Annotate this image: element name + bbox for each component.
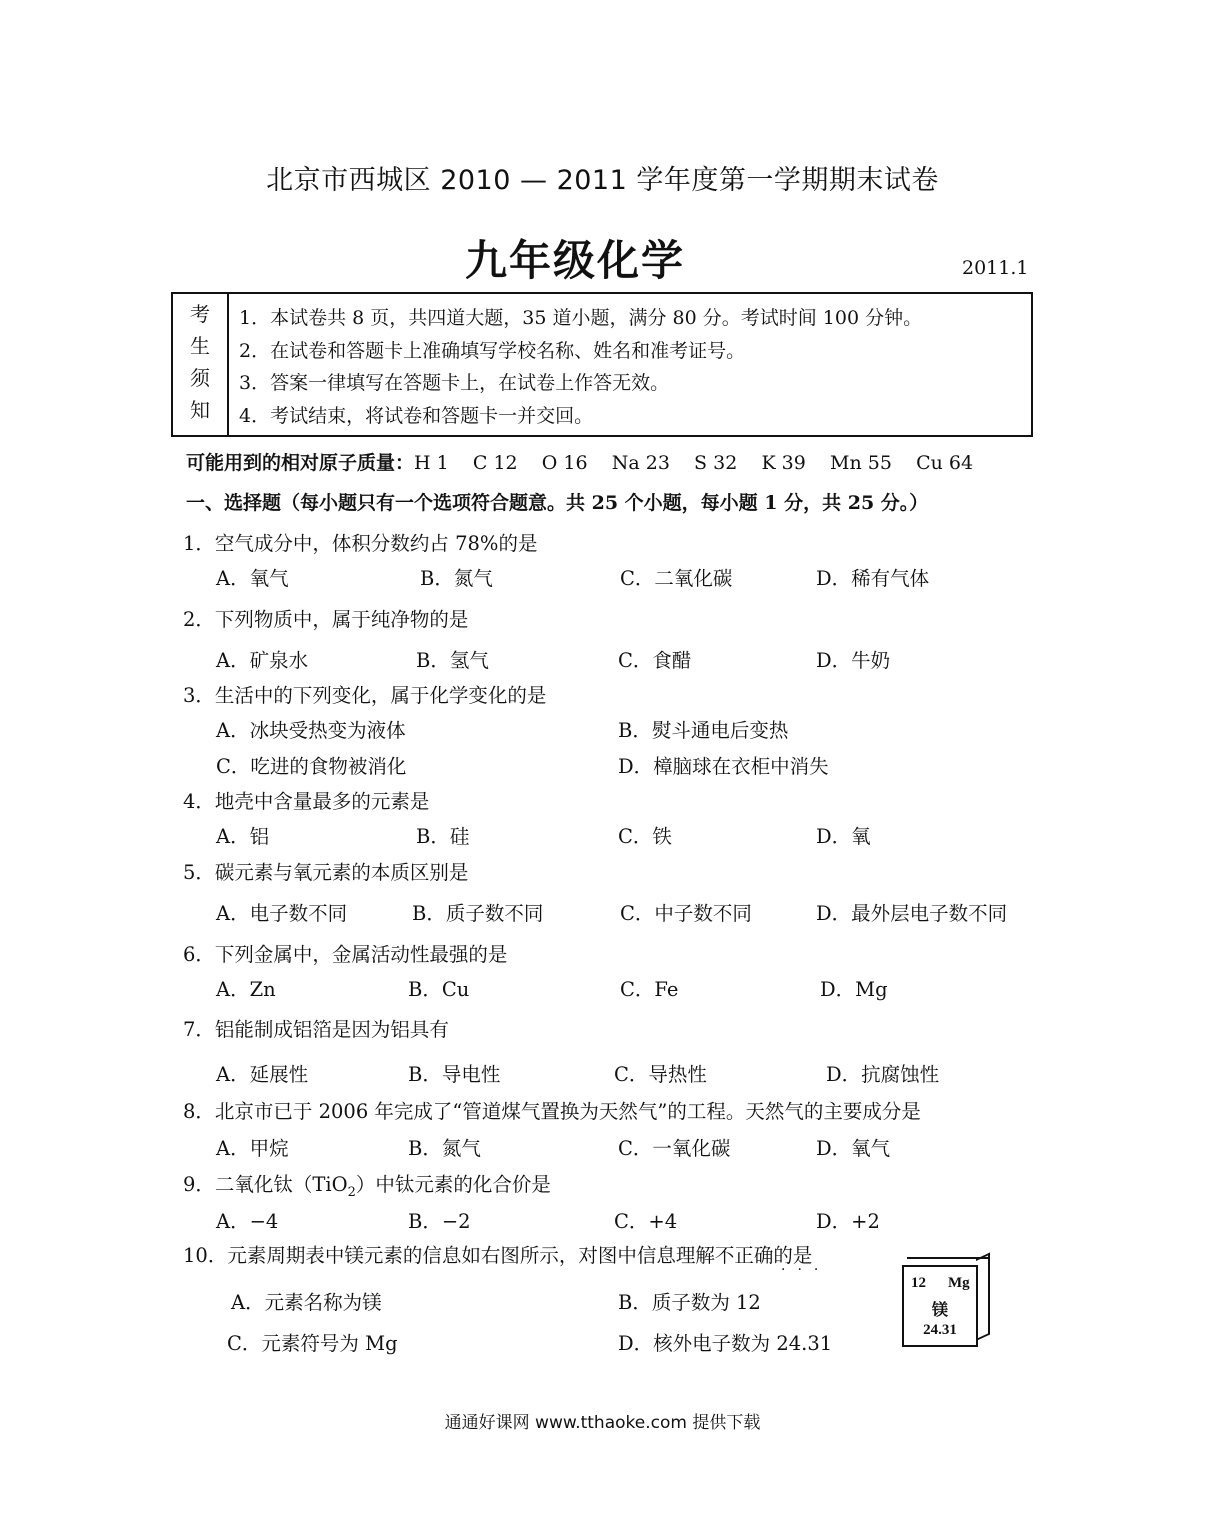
question-option: B．Cu: [408, 978, 470, 1001]
question-option: B．−2: [408, 1210, 471, 1233]
question-option: D．氧: [816, 825, 871, 848]
question-stem-part: 9．二氧化钛（TiO: [183, 1173, 348, 1196]
question-stem: [183, 1169, 551, 1200]
section-heading: 一、选择题（每小题只有一个选项符合题意。共 25 个小题，每小题 1 分，共 25 分。）: [186, 492, 929, 514]
question-option: D．最外层电子数不同: [816, 902, 1008, 925]
question-stem: 5．碳元素与氧元素的本质区别是: [183, 861, 469, 884]
notice-label-char: 须: [190, 366, 210, 390]
question-option: D．抗腐蚀性: [826, 1063, 940, 1086]
question-option: C．铁: [618, 825, 672, 848]
element-card-side-edge: [976, 1252, 990, 1341]
question-option: A．氧气: [216, 567, 289, 590]
emphasis-dots: ···: [781, 1262, 831, 1278]
question-option: D．氧气: [816, 1137, 891, 1160]
question-option: B．氢气: [416, 649, 489, 672]
page-footer: 通通好课网 www.tthaoke.com 提供下载: [444, 1413, 761, 1433]
element-atomic-number: 12: [911, 1275, 926, 1291]
exam-title: 北京市西城区 2010 — 2011 学年度第一学期期末试卷: [266, 165, 939, 196]
question-option: C．食醋: [618, 649, 692, 672]
atomic-masses-values: H 1 C 12 O 16 Na 23 S 32 K 39 Mn 55 Cu 64: [414, 452, 974, 474]
question-option: C．导热性: [614, 1063, 707, 1086]
question-option: A．电子数不同: [216, 902, 348, 925]
question-option: C．+4: [614, 1210, 678, 1233]
question-option: B．导电性: [408, 1063, 501, 1086]
question-option: B．氮气: [420, 567, 493, 590]
element-atomic-mass: 24.31: [923, 1322, 957, 1338]
notice-label: [173, 294, 229, 435]
notice-line: 1．本试卷共 8 页，共四道大题，35 道小题，满分 80 分。考试时间 100 分钟。: [239, 307, 923, 329]
question-option: C．一氧化碳: [618, 1137, 731, 1160]
question-option: A．冰块受热变为液体: [216, 719, 406, 742]
question-stem-part: ）中钛元素的化合价是: [355, 1173, 551, 1196]
exam-notice-box: [171, 292, 1033, 437]
notice-lines: [239, 302, 922, 432]
notice-label-char: 知: [190, 398, 210, 422]
exam-subject: 九年级化学: [464, 236, 685, 285]
question-option: A．延展性: [216, 1063, 309, 1086]
question-stem: 3．生活中的下列变化，属于化学变化的是: [183, 684, 547, 707]
element-name: 镁: [931, 1302, 948, 1319]
question-option: D．+2: [816, 1210, 880, 1233]
exam-date: 2011.1: [962, 257, 1029, 279]
notice-label-char: 考: [190, 302, 210, 326]
question-option: B．氮气: [408, 1137, 481, 1160]
question-option: C．元素符号为 Mg: [227, 1332, 398, 1355]
question-option: D．牛奶: [816, 649, 891, 672]
question-option: A．Zn: [216, 978, 276, 1001]
question-option: C．吃进的食物被消化: [216, 755, 407, 778]
question-option: C．二氧化碳: [620, 567, 733, 590]
notice-line: 3．答案一律填写在答题卡上，在试卷上作答无效。: [239, 372, 670, 394]
question-option: D．Mg: [820, 978, 888, 1001]
question-stem: 4．地壳中含量最多的元素是: [183, 790, 430, 813]
question-option: C．Fe: [620, 978, 679, 1001]
question-stem: 7．铝能制成铝箔是因为铝具有: [183, 1018, 449, 1041]
question-option: C．中子数不同: [620, 902, 752, 925]
question-stem: 8．北京市已于 2006 年完成了“管道煤气置换为天然气”的工程。天然气的主要成分是: [183, 1100, 921, 1123]
atomic-masses: [186, 448, 973, 475]
element-symbol: Mg: [948, 1275, 970, 1291]
question-option: A．铝: [216, 825, 270, 848]
question-option: A．矿泉水: [216, 649, 309, 672]
subscript: 2: [347, 1184, 356, 1200]
question-option: A．甲烷: [216, 1137, 289, 1160]
notice-line: 4．考试结束，将试卷和答题卡一并交回。: [239, 404, 594, 427]
question-option: D．稀有气体: [816, 567, 930, 590]
question-option: A．−4: [216, 1210, 279, 1233]
question-option: B．质子数不同: [412, 902, 544, 925]
question-option: B．质子数为 12: [618, 1291, 761, 1314]
atomic-masses-label: 可能用到的相对原子质量：: [186, 452, 415, 474]
notice-label-char: 生: [190, 334, 210, 358]
question-stem: 1．空气成分中，体积分数约占 78%的是: [183, 532, 538, 555]
element-card: [902, 1265, 978, 1347]
question-option: A．元素名称为镁: [231, 1291, 382, 1314]
question-option: B．硅: [416, 825, 470, 848]
question-option: D．核外电子数为 24.31: [618, 1332, 833, 1355]
notice-line: 2．在试卷和答题卡上准确填写学校名称、姓名和准考证号。: [239, 339, 746, 362]
question-stem: 2．下列物质中，属于纯净物的是: [183, 608, 469, 631]
question-option: D．樟脑球在衣柜中消失: [618, 755, 829, 778]
question-stem: 10．元素周期表中镁元素的信息如右图所示，对图中信息理解不正确的是: [183, 1244, 813, 1267]
question-option: B．熨斗通电后变热: [618, 719, 789, 742]
question-stem: 6．下列金属中，金属活动性最强的是: [183, 943, 508, 966]
